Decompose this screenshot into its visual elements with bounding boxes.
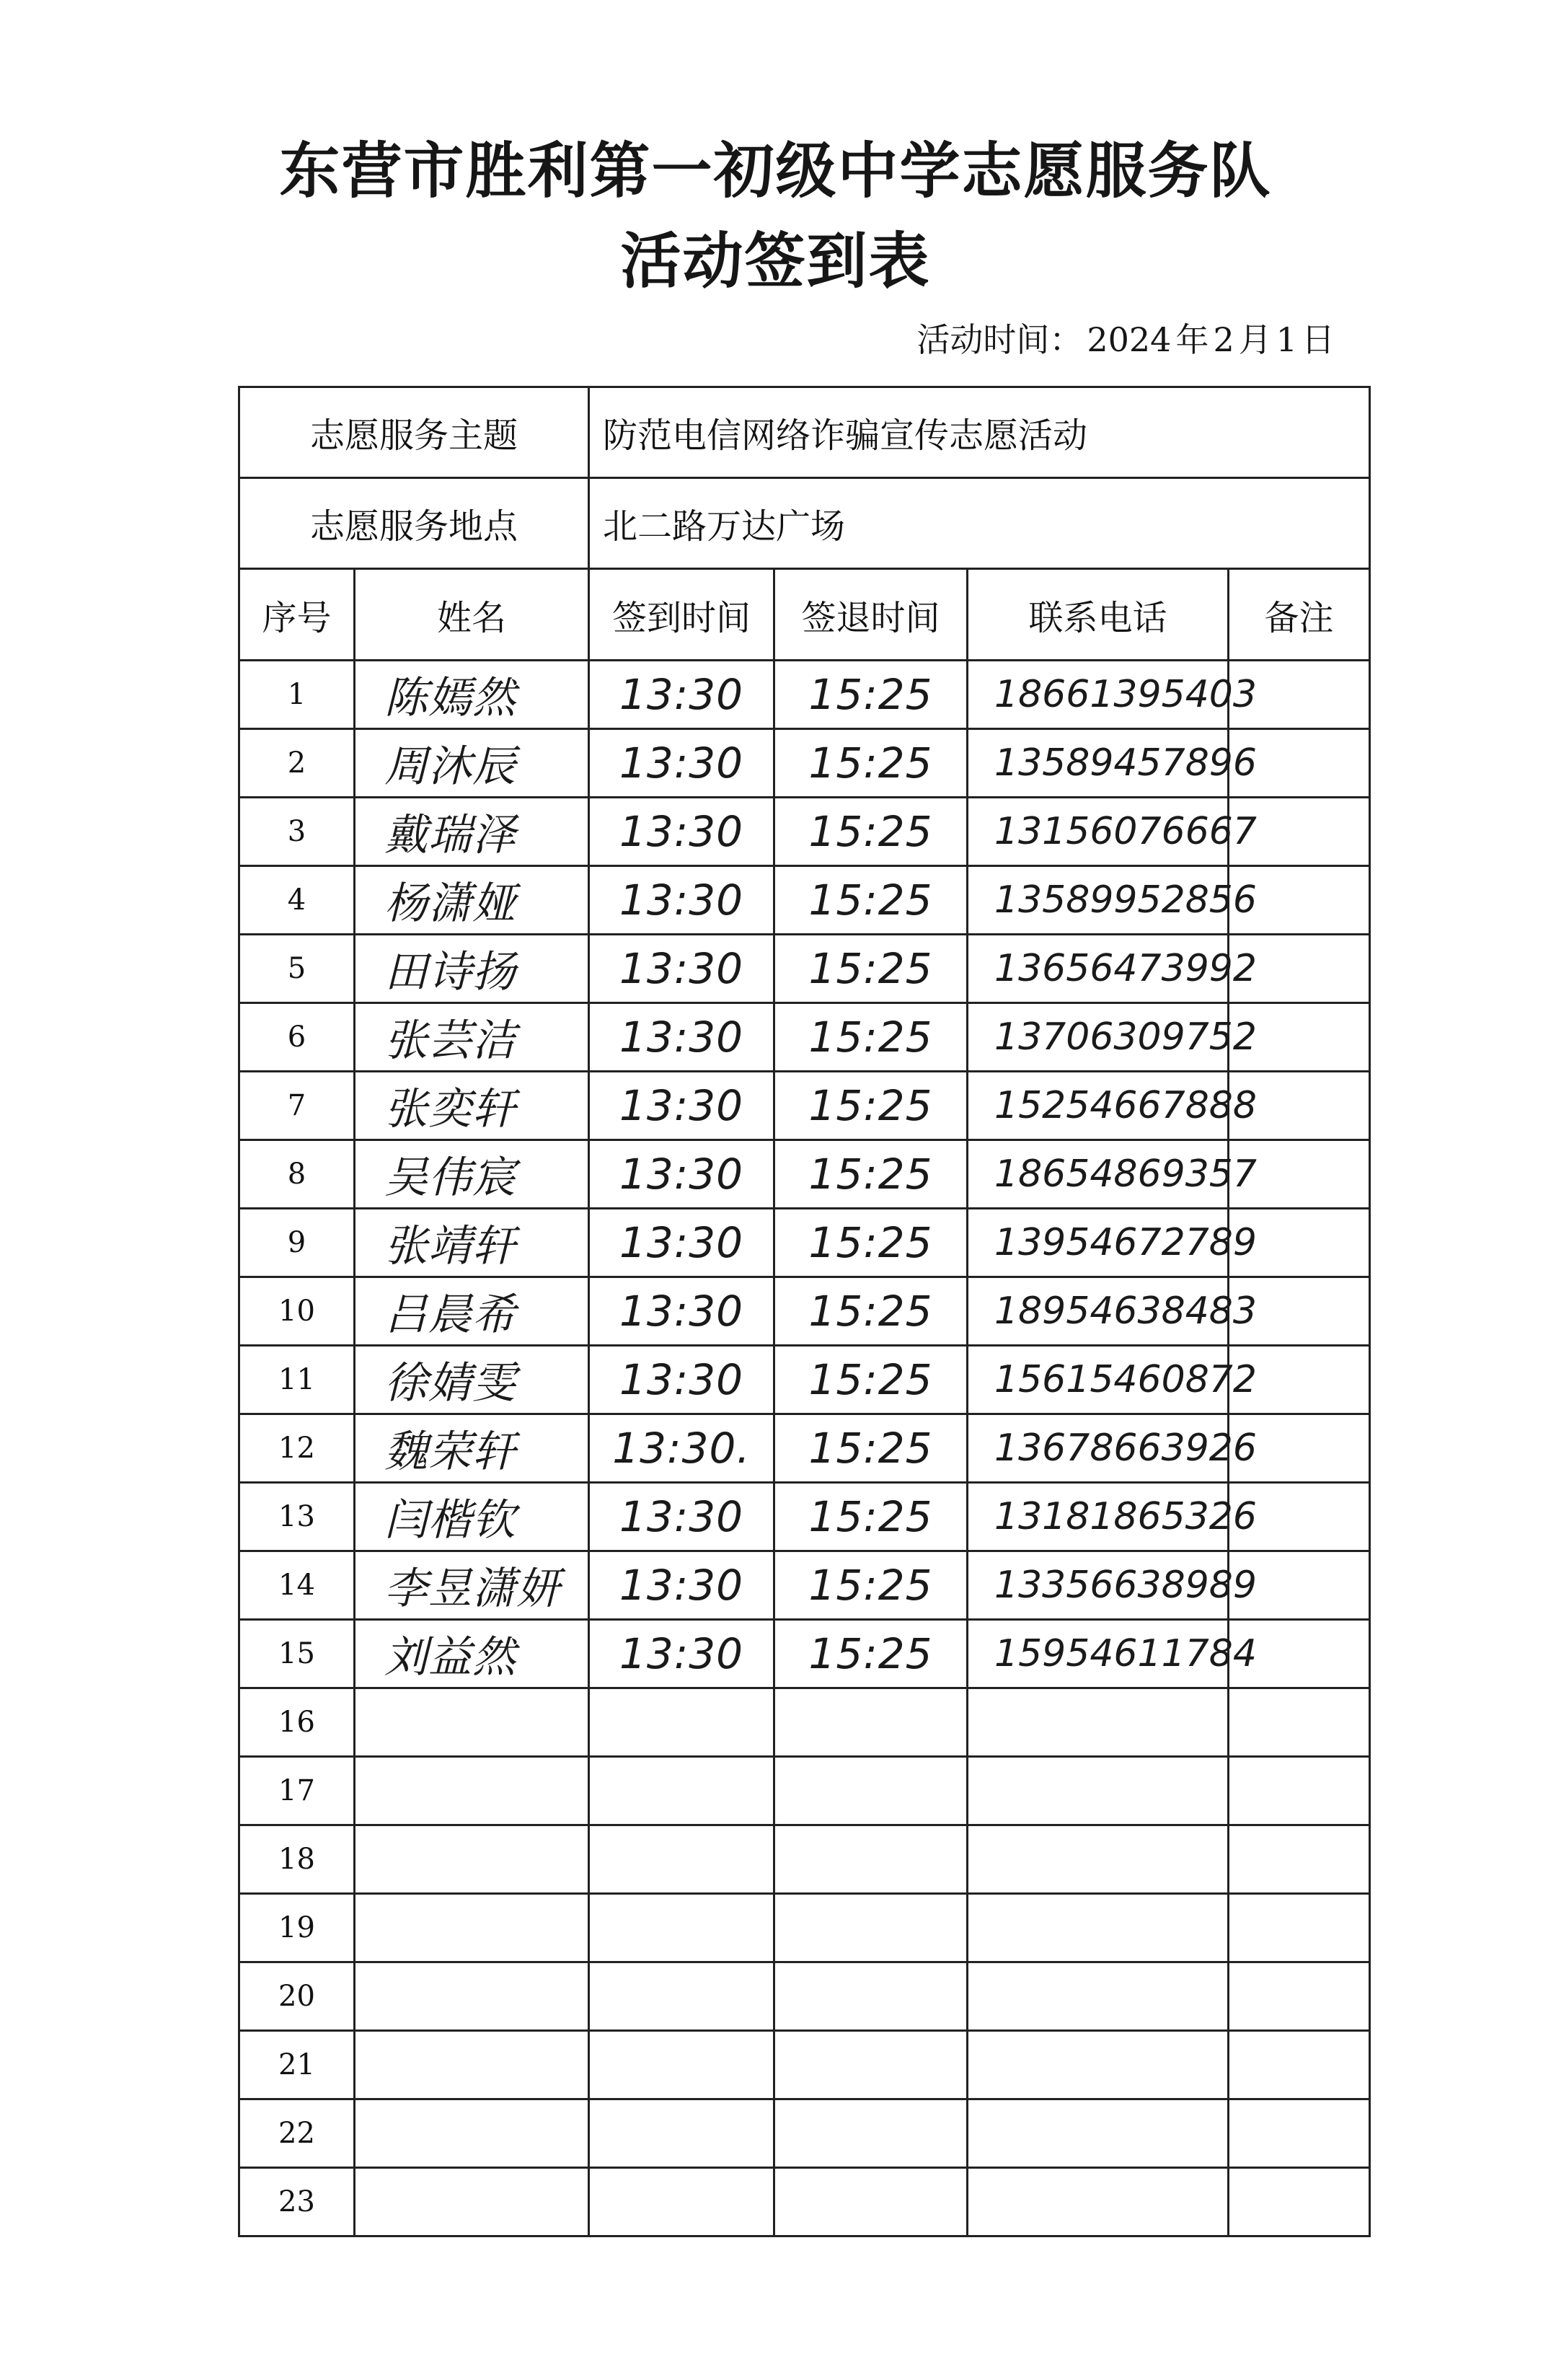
theme-value: 防范电信网络诈骗宣传志愿活动	[589, 387, 1370, 478]
row-sign-in-time: 13:30	[589, 1620, 774, 1688]
row-number: 21	[239, 2031, 355, 2099]
row-number: 3	[239, 798, 355, 866]
table-row	[239, 729, 1370, 798]
row-sign-out-time: 15:25	[774, 1483, 968, 1551]
row-phone: 15954611784	[968, 1620, 1229, 1688]
row-name	[355, 1962, 589, 2031]
row-number: 20	[239, 1962, 355, 2031]
row-note	[1229, 1962, 1370, 2031]
place-row	[239, 478, 1370, 569]
sign-in-table	[238, 386, 1371, 2237]
row-sign-out-time: 15:25	[774, 798, 968, 866]
table-row	[239, 1688, 1370, 1757]
row-name: 张芸洁	[355, 1003, 589, 1072]
row-sign-in-time: 13:30	[589, 1551, 774, 1620]
row-name	[355, 2031, 589, 2099]
table-row	[239, 1140, 1370, 1209]
row-number: 16	[239, 1688, 355, 1757]
row-phone	[968, 2031, 1229, 2099]
activity-date	[912, 314, 1335, 361]
table-row	[239, 935, 1370, 1003]
table-row	[239, 2031, 1370, 2099]
row-phone: 13589457896	[968, 729, 1229, 798]
row-sign-out-time	[774, 2099, 968, 2168]
row-sign-out-time	[774, 1894, 968, 1962]
row-number: 2	[239, 729, 355, 798]
table-row	[239, 2099, 1370, 2168]
row-sign-out-time: 15:25	[774, 935, 968, 1003]
row-number: 23	[239, 2168, 355, 2236]
row-sign-in-time: 13:30	[589, 1140, 774, 1209]
table-row	[239, 1414, 1370, 1483]
place-value: 北二路万达广场	[589, 478, 1370, 569]
date-month-unit: 月	[1238, 320, 1272, 359]
row-number: 8	[239, 1140, 355, 1209]
column-header-row	[239, 569, 1370, 661]
row-phone: 13656473992	[968, 935, 1229, 1003]
table-row	[239, 2168, 1370, 2236]
row-number: 10	[239, 1277, 355, 1346]
header-note: 备注	[1229, 569, 1370, 661]
row-sign-in-time	[589, 1894, 774, 1962]
row-note	[1229, 1757, 1370, 1825]
row-number: 1	[239, 661, 355, 729]
date-year: 2024	[1087, 320, 1172, 359]
row-name: 闫楷钦	[355, 1483, 589, 1551]
row-number: 7	[239, 1072, 355, 1140]
row-note	[1229, 1894, 1370, 1962]
row-sign-in-time: 13:30	[589, 1072, 774, 1140]
row-phone: 13356638989	[968, 1551, 1229, 1620]
row-name	[355, 2168, 589, 2236]
table-row	[239, 1825, 1370, 1894]
row-sign-out-time: 15:25	[774, 1414, 968, 1483]
row-sign-in-time: 13:30.	[589, 1414, 774, 1483]
row-note	[1229, 2031, 1370, 2099]
date-month: 2	[1213, 320, 1234, 359]
row-sign-in-time	[589, 2168, 774, 2236]
row-name	[355, 1688, 589, 1757]
table-row	[239, 1894, 1370, 1962]
date-label: 活动时间：	[916, 320, 1083, 359]
row-phone: 13954672789	[968, 1209, 1229, 1277]
row-name: 魏荣轩	[355, 1414, 589, 1483]
row-name: 李昱潇妍	[355, 1551, 589, 1620]
row-sign-in-time	[589, 1825, 774, 1894]
row-sign-out-time: 15:25	[774, 1003, 968, 1072]
table-row	[239, 1483, 1370, 1551]
row-name	[355, 1825, 589, 1894]
row-sign-in-time: 13:30	[589, 1277, 774, 1346]
theme-label: 志愿服务主题	[239, 387, 589, 478]
table-row	[239, 1962, 1370, 2031]
row-sign-in-time	[589, 2031, 774, 2099]
row-sign-in-time: 13:30	[589, 866, 774, 935]
row-phone: 18654869357	[968, 1140, 1229, 1209]
row-number: 17	[239, 1757, 355, 1825]
header-phone: 联系电话	[968, 569, 1229, 661]
row-sign-in-time	[589, 1757, 774, 1825]
row-phone: 13706309752	[968, 1003, 1229, 1072]
row-name	[355, 2099, 589, 2168]
row-phone: 13181865326	[968, 1483, 1229, 1551]
row-name: 杨潇娅	[355, 866, 589, 935]
row-sign-in-time: 13:30	[589, 1483, 774, 1551]
row-sign-in-time: 13:30	[589, 661, 774, 729]
date-day: 1	[1276, 320, 1297, 359]
row-phone: 15615460872	[968, 1346, 1229, 1414]
table-row	[239, 1072, 1370, 1140]
row-name: 徐婧雯	[355, 1346, 589, 1414]
row-phone	[968, 1688, 1229, 1757]
row-number: 12	[239, 1414, 355, 1483]
header-no: 序号	[239, 569, 355, 661]
row-name: 刘益然	[355, 1620, 589, 1688]
row-sign-in-time	[589, 1962, 774, 2031]
table-row	[239, 1209, 1370, 1277]
table-row	[239, 1003, 1370, 1072]
row-number: 5	[239, 935, 355, 1003]
date-year-unit: 年	[1175, 320, 1209, 359]
row-phone	[968, 1757, 1229, 1825]
row-number: 11	[239, 1346, 355, 1414]
row-number: 14	[239, 1551, 355, 1620]
row-number: 13	[239, 1483, 355, 1551]
row-phone: 13589952856	[968, 866, 1229, 935]
row-sign-out-time	[774, 1825, 968, 1894]
row-sign-out-time: 15:25	[774, 1140, 968, 1209]
row-phone: 18661395403	[968, 661, 1229, 729]
document-subtitle: 活动签到表	[620, 225, 931, 296]
row-sign-in-time: 13:30	[589, 1346, 774, 1414]
row-name: 张靖轩	[355, 1209, 589, 1277]
row-sign-out-time	[774, 2031, 968, 2099]
table-row	[239, 798, 1370, 866]
row-sign-out-time	[774, 1757, 968, 1825]
row-name: 戴瑞泽	[355, 798, 589, 866]
row-note	[1229, 1688, 1370, 1757]
table-row	[239, 1551, 1370, 1620]
row-phone: 18954638483	[968, 1277, 1229, 1346]
row-phone: 13156076667	[968, 798, 1229, 866]
row-sign-in-time	[589, 2099, 774, 2168]
row-sign-in-time	[589, 1688, 774, 1757]
row-name: 周沐辰	[355, 729, 589, 798]
table-row	[239, 1277, 1370, 1346]
table-row	[239, 1620, 1370, 1688]
header-name: 姓名	[355, 569, 589, 661]
row-number: 6	[239, 1003, 355, 1072]
row-number: 22	[239, 2099, 355, 2168]
header-sign-out-time: 签退时间	[774, 569, 968, 661]
row-sign-out-time: 15:25	[774, 1346, 968, 1414]
row-note	[1229, 1825, 1370, 1894]
row-number: 18	[239, 1825, 355, 1894]
table-row	[239, 1346, 1370, 1414]
row-sign-in-time: 13:30	[589, 1209, 774, 1277]
row-sign-out-time	[774, 1688, 968, 1757]
row-phone	[968, 1962, 1229, 2031]
row-sign-out-time: 15:25	[774, 729, 968, 798]
row-sign-out-time: 15:25	[774, 1620, 968, 1688]
document-title: 东营市胜利第一初级中学志愿服务队	[279, 135, 1272, 206]
row-sign-out-time: 15:25	[774, 661, 968, 729]
row-sign-out-time: 15:25	[774, 1209, 968, 1277]
row-sign-out-time	[774, 1962, 968, 2031]
row-name: 张奕轩	[355, 1072, 589, 1140]
row-name	[355, 1757, 589, 1825]
row-phone	[968, 1825, 1229, 1894]
row-sign-out-time	[774, 2168, 968, 2236]
row-sign-out-time: 15:25	[774, 1072, 968, 1140]
header-sign-in-time: 签到时间	[589, 569, 774, 661]
row-name: 吴伟宸	[355, 1140, 589, 1209]
row-phone: 13678663926	[968, 1414, 1229, 1483]
row-sign-out-time: 15:25	[774, 866, 968, 935]
row-phone	[968, 2099, 1229, 2168]
row-sign-in-time: 13:30	[589, 729, 774, 798]
place-label: 志愿服务地点	[239, 478, 589, 569]
table-row	[239, 661, 1370, 729]
row-sign-in-time: 13:30	[589, 935, 774, 1003]
row-name: 陈嫣然	[355, 661, 589, 729]
theme-row	[239, 387, 1370, 478]
row-number: 4	[239, 866, 355, 935]
row-sign-out-time: 15:25	[774, 1277, 968, 1346]
row-phone: 15254667888	[968, 1072, 1229, 1140]
row-phone	[968, 1894, 1229, 1962]
row-number: 9	[239, 1209, 355, 1277]
date-day-unit: 日	[1302, 320, 1335, 359]
table-row	[239, 866, 1370, 935]
row-sign-in-time: 13:30	[589, 798, 774, 866]
row-name: 田诗扬	[355, 935, 589, 1003]
row-phone	[968, 2168, 1229, 2236]
row-name: 吕晨希	[355, 1277, 589, 1346]
row-note	[1229, 2168, 1370, 2236]
row-number: 19	[239, 1894, 355, 1962]
row-number: 15	[239, 1620, 355, 1688]
table-row	[239, 1757, 1370, 1825]
row-name	[355, 1894, 589, 1962]
row-sign-in-time: 13:30	[589, 1003, 774, 1072]
row-note	[1229, 2099, 1370, 2168]
row-sign-out-time: 15:25	[774, 1551, 968, 1620]
